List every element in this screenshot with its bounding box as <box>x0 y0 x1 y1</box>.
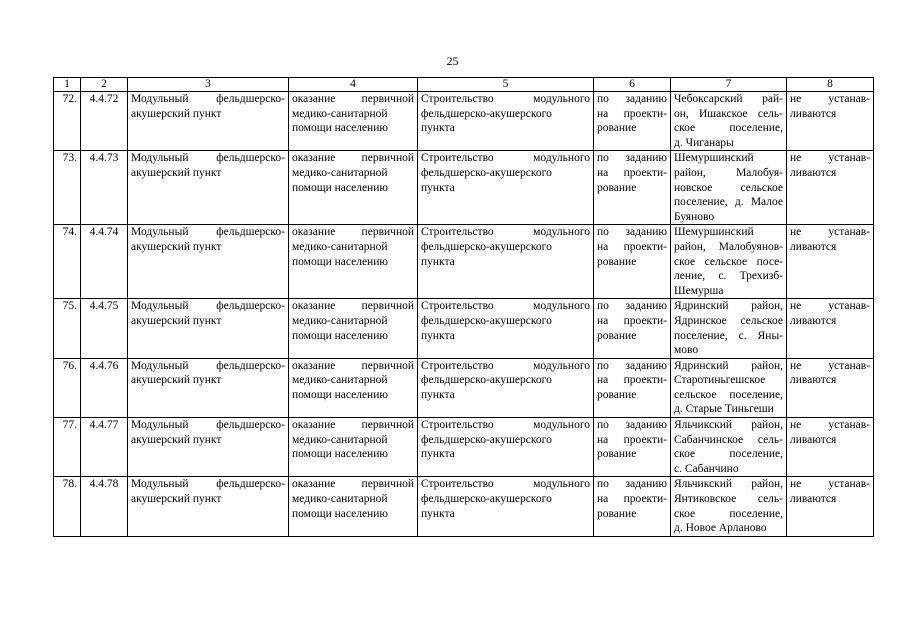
object-code-cell: 4.4.76 <box>81 358 128 417</box>
work-description-line: фельдшерско-акушерского <box>421 314 552 327</box>
zone-note-cell <box>787 418 874 477</box>
work-description-cell <box>418 151 594 225</box>
header-cell-3: 3 <box>128 78 289 92</box>
object-location-line: д. Старые Тиньгеши <box>674 403 774 416</box>
object-location-line: ление, с. Трехизб- <box>674 270 783 283</box>
object-location-line: д. Чиганары <box>674 136 734 149</box>
work-description-line: Строительство модульного <box>421 478 590 491</box>
object-purpose-line: медико-санитарной <box>292 107 388 120</box>
table-row <box>54 299 874 358</box>
stage-status-line: рование <box>597 448 637 461</box>
work-description-cell <box>418 477 594 536</box>
object-purpose-cell <box>289 225 418 299</box>
work-description-line: пункта <box>421 329 455 342</box>
stage-status-line: на проекти- <box>597 314 667 327</box>
object-location-line: Яльчикский район, <box>674 419 783 432</box>
work-description-line: Строительство модульного <box>421 300 590 313</box>
stage-status-line: по заданию <box>597 478 667 491</box>
work-description-line: фельдшерско-акушерского <box>421 240 552 253</box>
object-name-line: акушерский пункт <box>131 240 222 253</box>
object-purpose-line: медико-санитарной <box>292 433 388 446</box>
object-purpose-cell <box>289 151 418 225</box>
object-location-line: Янтиковское сель- <box>674 493 783 506</box>
object-code-cell: 4.4.72 <box>81 92 128 151</box>
object-name-line: акушерский пункт <box>131 107 222 120</box>
object-code-cell: 4.4.73 <box>81 151 128 225</box>
object-purpose-cell <box>289 92 418 151</box>
zone-note-cell <box>787 151 874 225</box>
row-number-cell: 73. <box>54 151 81 225</box>
zone-note-cell <box>787 358 874 417</box>
work-description-line: фельдшерско-акушерского <box>421 493 552 506</box>
table-row <box>54 225 874 299</box>
zone-note-line: ливаются <box>790 493 837 506</box>
object-location-line: Шемуршинский <box>674 152 754 165</box>
object-purpose-line: медико-санитарной <box>292 493 388 506</box>
work-description-line: пункта <box>421 181 455 194</box>
object-purpose-cell <box>289 418 418 477</box>
zone-note-line: не устанав- <box>790 478 870 491</box>
page-number: 25 <box>446 54 459 68</box>
object-code-cell: 4.4.77 <box>81 418 128 477</box>
stage-status-line: рование <box>597 255 637 268</box>
zone-note-line: не устанав- <box>790 419 870 432</box>
object-location-line: Ядринский район, <box>674 359 783 372</box>
object-purpose-line: помощи населению <box>292 448 388 461</box>
object-name-line: акушерский пункт <box>131 374 222 387</box>
object-name-cell <box>128 92 289 151</box>
stage-status-line: рование <box>597 329 637 342</box>
object-location-line: Буяново <box>674 210 715 223</box>
object-name-cell <box>128 418 289 477</box>
object-location-line: Сабанчинское сель- <box>674 433 783 446</box>
object-purpose-line: медико-санитарной <box>292 240 388 253</box>
work-description-line: пункта <box>421 122 455 135</box>
stage-status-line: по заданию <box>597 359 667 372</box>
zone-note-cell <box>787 92 874 151</box>
zone-note-line: не устанав- <box>790 93 870 105</box>
object-location-line: мово <box>674 344 699 357</box>
object-purpose-line: медико-санитарной <box>292 374 388 387</box>
stage-status-line: на проекти- <box>597 433 667 446</box>
zone-note-cell <box>787 477 874 536</box>
object-name-line: Модульный фельдшерско- <box>131 478 285 491</box>
object-purpose-line: помощи населению <box>292 122 388 135</box>
work-description-cell <box>418 358 594 417</box>
object-name-line: акушерский пункт <box>131 433 222 446</box>
object-name-line: Модульный фельдшерско- <box>131 419 285 432</box>
object-location-line: Яльчикский район, <box>674 478 783 491</box>
stage-status-line: рование <box>597 181 637 194</box>
work-description-line: пункта <box>421 388 455 401</box>
work-description-line: пункта <box>421 507 455 520</box>
object-code-cell: 4.4.74 <box>81 225 128 299</box>
work-description-cell <box>418 225 594 299</box>
object-purpose-line: оказание первичной <box>292 419 414 432</box>
object-code-cell: 4.4.78 <box>81 477 128 536</box>
object-location-cell <box>671 225 787 299</box>
stage-status-line: рование <box>597 388 637 401</box>
header-cell-7: 7 <box>671 78 787 92</box>
object-location-line: Ядринское сельское <box>674 314 783 327</box>
header-cell-4: 4 <box>289 78 418 92</box>
object-location-line: с. Сабанчино <box>674 462 739 475</box>
header-cell-1: 1 <box>54 78 81 92</box>
object-name-line: акушерский пункт <box>131 493 222 506</box>
work-description-cell <box>418 299 594 358</box>
object-location-cell <box>671 151 787 225</box>
object-location-line: ское поселение, <box>674 122 783 135</box>
table-row <box>54 358 874 417</box>
objects-table <box>53 77 874 537</box>
work-description-line: пункта <box>421 255 455 268</box>
object-location-line: Шемуршинский <box>674 226 754 239</box>
object-purpose-cell <box>289 299 418 358</box>
object-purpose-line: оказание первичной <box>292 226 414 239</box>
work-description-line: Строительство модульного <box>421 152 590 165</box>
object-purpose-line: оказание первичной <box>292 478 414 491</box>
object-location-cell <box>671 299 787 358</box>
row-number-cell: 76. <box>54 358 81 417</box>
object-name-line: акушерский пункт <box>131 314 222 327</box>
object-name-line: Модульный фельдшерско- <box>131 300 285 313</box>
table-row <box>54 477 874 536</box>
object-location-cell <box>671 358 787 417</box>
stage-status-cell <box>594 418 671 477</box>
zone-note-line: не устанав- <box>790 359 870 372</box>
row-number-cell: 78. <box>54 477 81 536</box>
header-cell-5: 5 <box>418 78 594 92</box>
table-row <box>54 418 874 477</box>
zone-note-line: ливаются <box>790 433 837 446</box>
work-description-line: Строительство модульного <box>421 226 590 239</box>
stage-status-cell <box>594 477 671 536</box>
work-description-cell <box>418 92 594 151</box>
work-description-line: фельдшерско-акушерского <box>421 166 552 179</box>
stage-status-line: на проекти- <box>597 374 667 387</box>
row-number-cell: 72. <box>54 92 81 151</box>
stage-status-line: рование <box>597 507 637 520</box>
table-body <box>54 92 874 537</box>
object-location-line: он, Ишакское сель- <box>674 107 783 120</box>
work-description-line: Строительство модульного <box>421 419 590 432</box>
object-name-cell <box>128 151 289 225</box>
object-purpose-line: медико-санитарной <box>292 314 388 327</box>
stage-status-line: по заданию <box>597 419 667 432</box>
object-name-line: Модульный фельдшерско- <box>131 226 285 239</box>
object-purpose-line: помощи населению <box>292 255 388 268</box>
object-location-line: поселение, с. Яны- <box>674 329 783 342</box>
object-purpose-line: оказание первичной <box>292 300 414 313</box>
zone-note-line: не устанав- <box>790 152 870 165</box>
object-location-line: д. Новое Арланово <box>674 522 767 535</box>
object-location-line: сельское поселение, <box>674 388 783 401</box>
work-description-line: пункта <box>421 448 455 461</box>
object-purpose-cell <box>289 477 418 536</box>
stage-status-cell <box>594 225 671 299</box>
header-cell-6: 6 <box>594 78 671 92</box>
object-location-cell <box>671 477 787 536</box>
object-location-line: район, Малобуя- <box>674 166 783 179</box>
object-name-cell <box>128 225 289 299</box>
work-description-line: фельдшерско-акушерского <box>421 107 552 120</box>
stage-status-line: на проекти- <box>597 240 667 253</box>
object-location-cell <box>671 418 787 477</box>
zone-note-line: не устанав- <box>790 226 870 239</box>
stage-status-cell <box>594 151 671 225</box>
object-purpose-line: оказание первичной <box>292 93 414 105</box>
work-description-line: Строительство модульного <box>421 359 590 372</box>
row-number-cell: 77. <box>54 418 81 477</box>
object-code-cell: 4.4.75 <box>81 299 128 358</box>
object-location-line: поселение, д. Малое <box>674 196 783 209</box>
object-purpose-line: оказание первичной <box>292 359 414 372</box>
stage-status-line: по заданию <box>597 93 667 105</box>
object-location-line: Шемурша <box>674 284 724 297</box>
object-purpose-line: оказание первичной <box>292 152 414 165</box>
stage-status-line: по заданию <box>597 152 667 165</box>
work-description-line: фельдшерско-акушерского <box>421 374 552 387</box>
zone-note-line: ливаются <box>790 314 837 327</box>
object-location-line: новское сельское <box>674 181 783 194</box>
object-location-line: район, Малобуянов- <box>674 240 783 253</box>
object-location-line: Чебоксарский рай- <box>674 93 783 105</box>
object-name-line: Модульный фельдшерско- <box>131 359 285 372</box>
object-purpose-line: помощи населению <box>292 181 388 194</box>
header-cell-2: 2 <box>81 78 128 92</box>
object-purpose-cell <box>289 358 418 417</box>
zone-note-line: ливаются <box>790 107 837 120</box>
object-name-line: Модульный фельдшерско- <box>131 152 285 165</box>
stage-status-line: по заданию <box>597 226 667 239</box>
object-purpose-line: помощи населению <box>292 388 388 401</box>
stage-status-line: по заданию <box>597 300 667 313</box>
object-name-cell <box>128 477 289 536</box>
object-purpose-line: помощи населению <box>292 507 388 520</box>
stage-status-cell <box>594 358 671 417</box>
object-purpose-line: помощи населению <box>292 329 388 342</box>
object-name-line: акушерский пункт <box>131 166 222 179</box>
zone-note-line: не устанав- <box>790 300 870 313</box>
stage-status-line: на проекти- <box>597 107 667 120</box>
object-purpose-line: медико-санитарной <box>292 166 388 179</box>
object-name-cell <box>128 299 289 358</box>
object-location-line: ское поселение, <box>674 507 783 520</box>
zone-note-cell <box>787 225 874 299</box>
row-number-cell: 75. <box>54 299 81 358</box>
zone-note-line: ливаются <box>790 166 837 179</box>
object-location-line: ское сельское посе- <box>674 255 783 268</box>
stage-status-line: рование <box>597 122 637 135</box>
object-location-cell <box>671 92 787 151</box>
table-row <box>54 92 874 151</box>
stage-status-cell <box>594 92 671 151</box>
object-name-line: Модульный фельдшерско- <box>131 93 285 105</box>
zone-note-cell <box>787 299 874 358</box>
object-location-line: Старотиньгешское <box>674 374 766 387</box>
stage-status-line: на проекти- <box>597 493 667 506</box>
object-name-cell <box>128 358 289 417</box>
header-cell-8: 8 <box>787 78 874 92</box>
object-location-line: Ядринский район, <box>674 300 783 313</box>
object-location-line: ское поселение, <box>674 448 783 461</box>
work-description-line: Строительство модульного <box>421 93 590 105</box>
work-description-line: фельдшерско-акушерского <box>421 433 552 446</box>
row-number-cell: 74. <box>54 225 81 299</box>
table-row <box>54 151 874 225</box>
work-description-cell <box>418 418 594 477</box>
stage-status-line: на проекти- <box>597 166 667 179</box>
stage-status-cell <box>594 299 671 358</box>
zone-note-line: ливаются <box>790 374 837 387</box>
header-row <box>54 78 874 92</box>
zone-note-line: ливаются <box>790 240 837 253</box>
